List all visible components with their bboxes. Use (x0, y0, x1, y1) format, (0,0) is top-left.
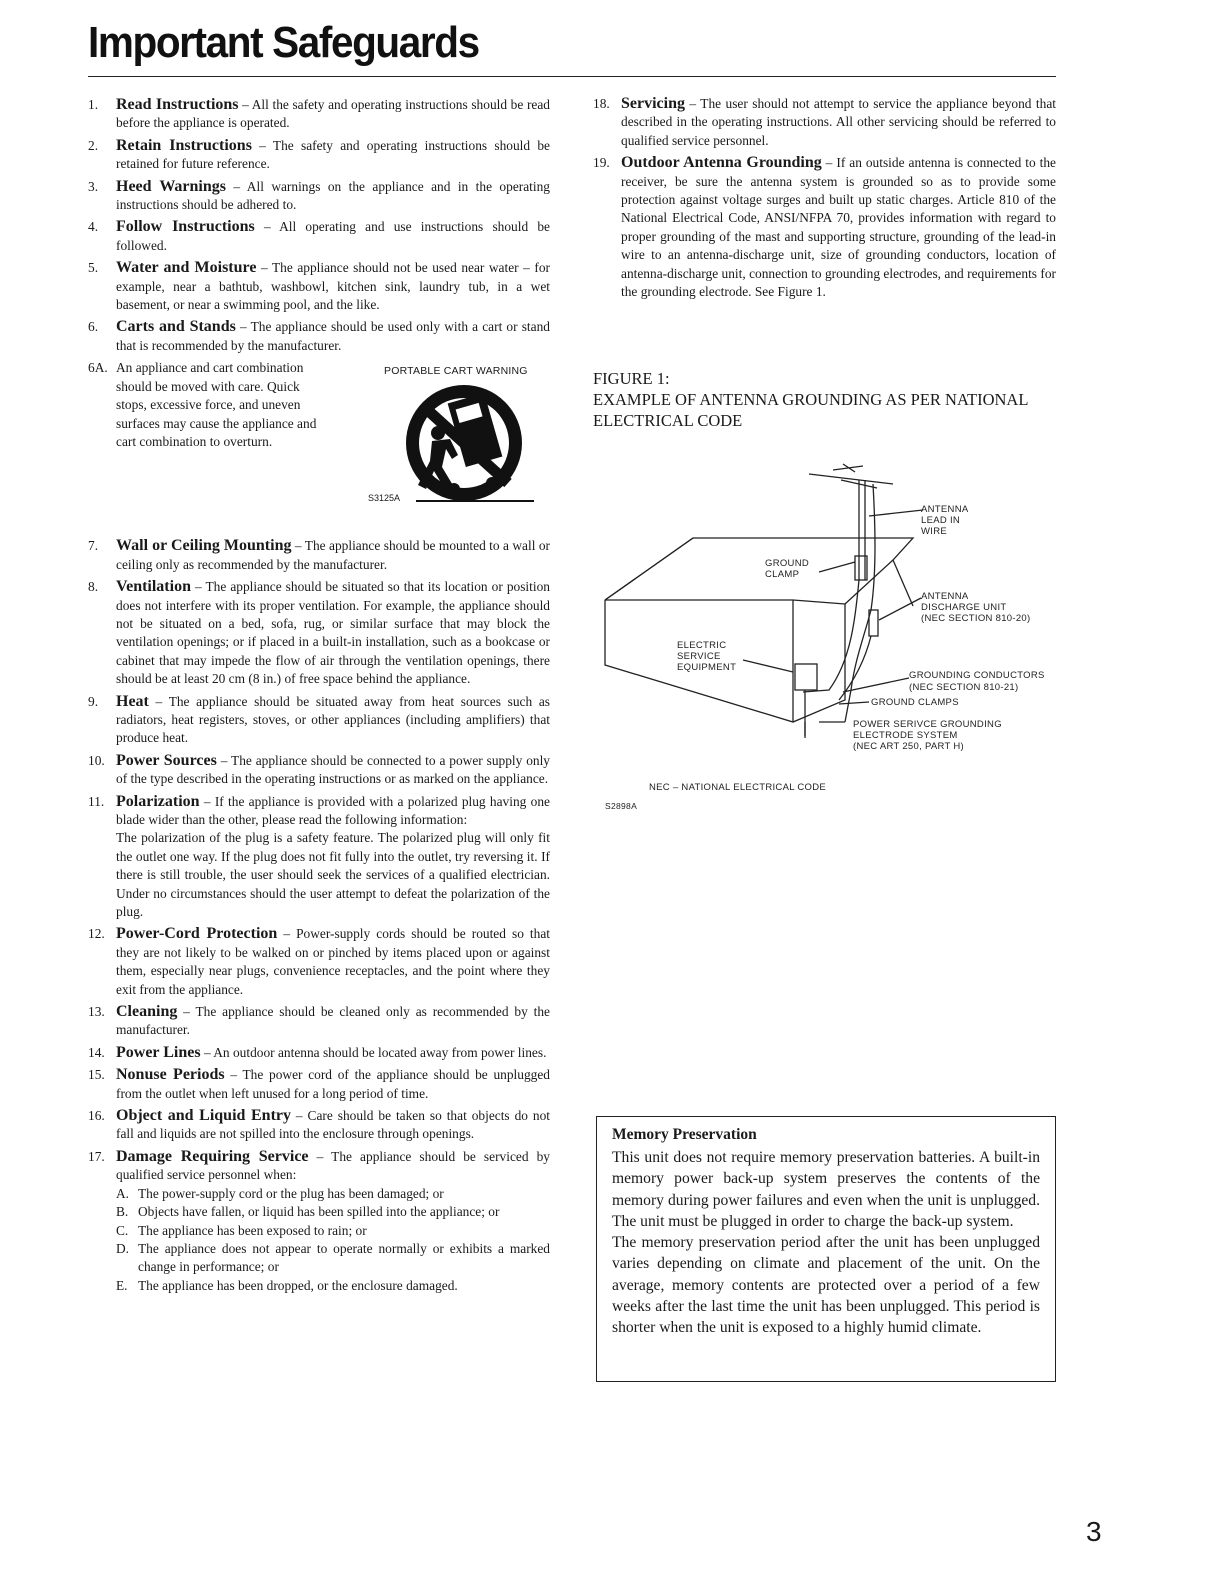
item-separator: – (291, 538, 305, 554)
figure-label: FIGURE 1: (593, 369, 670, 388)
label-antenna-lead-3: WIRE (921, 526, 948, 537)
item-number: 17. (88, 1148, 105, 1164)
figure-caption (593, 368, 1063, 431)
safeguard-item (88, 537, 550, 574)
electric-service-box (795, 664, 817, 690)
label-discharge-1: ANTENNA (921, 591, 969, 602)
label-electrode-2: ELECTRODE SYSTEM (853, 730, 958, 741)
safeguard-item (88, 1107, 550, 1144)
sub-item (116, 1277, 550, 1295)
item-heading: Damage Requiring Service (116, 1147, 309, 1165)
item-heading: Cleaning (116, 1003, 178, 1021)
item-separator: – (224, 1067, 243, 1083)
sub-item-text: Objects have fallen, or liquid has been spilled into the appliance; or (138, 1204, 500, 1220)
safeguard-item (88, 925, 550, 999)
item-body (116, 1107, 550, 1144)
page-title: Important Safeguards (88, 18, 479, 67)
label-electric-1: ELECTRIC (677, 640, 727, 651)
label-antenna-lead-1: ANTENNA (921, 504, 969, 515)
item-heading: Read Instructions (116, 96, 239, 113)
safeguard-item (88, 793, 550, 922)
item-number: 8. (88, 579, 99, 595)
item-separator: – (277, 926, 297, 942)
item-body (116, 1148, 550, 1295)
item-body (116, 793, 550, 922)
item-separator: – (200, 1044, 214, 1060)
sub-item (116, 1185, 550, 1203)
item-number: 19. (593, 155, 610, 171)
item-number: 14. (88, 1044, 105, 1060)
safeguard-item (88, 259, 550, 314)
sub-item-letter: D. (116, 1240, 130, 1256)
item-heading: Wall or Ceiling Mounting (116, 537, 292, 555)
item-number: 16. (88, 1108, 105, 1124)
item-text: The user should not attempt to service the appliance beyond that described in the operating instructions. All other servicing should be referred to qualified service personnel. (621, 96, 1056, 148)
item-body (116, 178, 550, 215)
item-separator: – (226, 178, 247, 194)
item-number: 18. (593, 96, 610, 111)
item-text: An outdoor antenna should be located away from power lines. (213, 1044, 547, 1060)
item-number: 10. (88, 752, 105, 768)
item-text: The appliance should be cleaned only as recommended by the manufacturer. (116, 1004, 550, 1038)
house-wall-outline (605, 600, 845, 722)
item-text: The appliance should be situated away from heat sources such as radiators, heat registers, stoves, or other appliances (including amplifiers) that produce heat. (116, 693, 550, 746)
label-nec: NEC – NATIONAL ELECTRICAL CODE (649, 782, 827, 793)
item-heading: Heed Warnings (116, 177, 227, 195)
item-number: 9. (88, 693, 99, 709)
safeguard-item (88, 218, 550, 255)
figure-code: S2898A (605, 801, 638, 811)
label-discharge-2: DISCHARGE UNIT (921, 602, 1007, 613)
sub-item-letter: E. (116, 1277, 128, 1293)
safeguard-item (88, 1003, 550, 1040)
label-ground-clamp-1: GROUND (765, 558, 810, 569)
item-number: 2. (88, 137, 99, 153)
item-heading: Follow Instructions (116, 218, 255, 236)
sub-item-text: The power-supply cord or the plug has been damaged; or (138, 1185, 444, 1201)
item-body (116, 752, 550, 789)
safeguard-item (593, 95, 1056, 150)
safeguard-list-c (593, 95, 1056, 301)
label-discharge-3: (NEC SECTION 810-20) (921, 613, 1031, 624)
item-separator: – (148, 693, 169, 709)
item-text: Care should be taken so that objects do not fall and liquids are not spilled into the enclosure through openings. (116, 1108, 550, 1142)
item-body (116, 1066, 550, 1103)
item-text: If an outside antenna is connected to the receiver, be sure the antenna system is grounded so as to provide some protection against voltage surges and built up static charges. Article 810 of the National Electrical Code, ANSI/NFPA 70, provides information with regard to proper grounding of the mast and supporting structure, grounding of the lead-in wire to an antenna-discharge unit, size of grounding conductors, location of antenna-discharge unit, connection to grounding electrodes, and requirements for the grounding electrode. See Figure 1. (621, 155, 1056, 300)
item-text: The appliance should be mounted to a wall or ceiling only as recommended by the manufacturer. (116, 538, 550, 572)
antenna-grounding-diagram (593, 460, 1063, 830)
safeguard-item (88, 693, 550, 748)
label-electrode-3: (NEC ART 250, PART H) (853, 741, 965, 752)
safeguard-item (88, 178, 550, 215)
safeguard-item (88, 96, 550, 133)
item-number: 11. (88, 793, 105, 809)
item-text: The safety and operating instructions should be retained for future reference. (116, 137, 550, 172)
item-text: The appliance should be used only with a cart or stand that is recommended by the manufacturer. (116, 319, 550, 353)
memory-paragraph-2: The memory preservation period after the unit has been unplugged varies depending on climate and placement of the unit. On the average, memory contents are protected over a period of a few weeks after the last time the unit has been unplugged. This period is shorter when the unit is exposed to a highly humid climate. (612, 1234, 1040, 1337)
label-conductors-2: (NEC SECTION 810-21) (909, 682, 1019, 693)
item-heading: Water and Moisture (116, 259, 257, 277)
figure-title: EXAMPLE OF ANTENNA GROUNDING AS PER NATIONAL ELECTRICAL CODE (593, 390, 1028, 430)
item-separator: – (291, 1108, 308, 1124)
label-electric-2: SERVICE (677, 651, 721, 662)
item-body (116, 318, 550, 355)
memory-paragraph-1: This unit does not require memory preservation batteries. A built-in memory power back-up system preserves the contents of the memory during power failures and even when the unit is unplugged. The unit must be plugged in order to charge the back-up system. (612, 1149, 1040, 1230)
left-column (88, 96, 550, 1299)
item-heading: Ventilation (116, 578, 191, 596)
item-text: The appliance should be connected to a power supply only of the type described in the operating instructions or as marked on the appliance. (116, 752, 551, 787)
item-body (116, 137, 550, 174)
item-number: 6. (88, 319, 99, 335)
safeguard-list-b (88, 537, 550, 1295)
sub-item-letter: B. (116, 1204, 129, 1220)
item-heading: Power Sources (116, 751, 217, 769)
item-separator: – (235, 319, 251, 335)
item-text: If the appliance is provided with a polarized plug having one blade wider than the other, please read the following information: (116, 793, 550, 827)
item-separator: – (308, 1148, 332, 1164)
memory-preservation-box (596, 1116, 1056, 1382)
item-separator: – (190, 579, 206, 595)
item-separator: – (821, 155, 837, 171)
label-conductors-1: GROUNDING CONDUCTORS (909, 670, 1045, 681)
safeguard-item (88, 752, 550, 789)
item-text: The appliance should not be used near water – for example, near a bathtub, washbowl, kitchen sink, laundry tub, in a wet basement, or near a swimming pool, and the like. (116, 260, 551, 313)
right-column (593, 95, 1056, 305)
safeguard-list-a (88, 96, 550, 355)
item-body (116, 925, 550, 999)
item-number: 1. (88, 97, 99, 112)
item-number: 12. (88, 926, 105, 942)
cart-warning-number: 6A. (88, 360, 108, 376)
sub-item-text: The appliance has been dropped, or the enclosure damaged. (138, 1277, 458, 1293)
item-text: All warnings on the appliance and in the operating instructions should be adhered to. (116, 178, 550, 213)
label-electrode-1: POWER SERIVCE GROUNDING (853, 719, 1002, 730)
item-heading: Carts and Stands (116, 318, 236, 336)
item-heading: Nonuse Periods (116, 1066, 225, 1084)
sub-item (116, 1240, 550, 1277)
label-ground-clamp-2: CLAMP (765, 569, 800, 580)
memory-title: Memory Preservation (612, 1126, 757, 1143)
item-heading: Polarization (116, 792, 200, 810)
safeguard-item (88, 137, 550, 174)
item-body (621, 154, 1056, 301)
portable-cart-warning-icon (396, 379, 536, 511)
item-heading: Power Lines (116, 1043, 201, 1061)
label-electric-3: EQUIPMENT (677, 662, 737, 673)
safeguard-item (593, 154, 1056, 301)
sub-item-letter: A. (116, 1185, 130, 1201)
item-number: 3. (88, 178, 99, 194)
label-antenna-lead-2: LEAD IN (921, 515, 961, 526)
item-body (116, 693, 550, 748)
safeguard-item (88, 1066, 550, 1103)
sub-item-text: The appliance does not appear to operate normally or exhibits a marked change in performance; or (138, 1240, 550, 1275)
item-separator: – (199, 793, 215, 809)
item-separator: – (238, 97, 252, 112)
item-text: Power-supply cords should be routed so that they are not likely to be walked on or pinched by items placed upon or against them, especially near plugs, convenience receptacles, and the point where they exit from the appliance. (116, 926, 551, 997)
item-number: 13. (88, 1004, 105, 1020)
item-heading: Power-Cord Protection (116, 925, 278, 943)
item-separator: – (254, 219, 280, 235)
item-separator: – (256, 260, 272, 276)
item-number: 4. (88, 219, 99, 235)
item-text: The power cord of the appliance should be unplugged from the outlet when left unused for a long period of time. (116, 1067, 550, 1101)
safeguard-item (88, 1148, 550, 1295)
cart-warning-text: An appliance and cart combination should be moved with care. Quick stops, excessive force, and uneven surfaces may cause the appliance and cart combination to overturn. (116, 360, 317, 449)
item-number: 5. (88, 260, 99, 276)
item-number: 15. (88, 1067, 105, 1083)
item-body (116, 578, 550, 688)
item-text: The appliance should be situated so that its location or position does not interfere with its proper ventilation. For example, the appliance should not be situated on a bed, sofa, rug, or similar surface that may block the ventilation openings; or if placed in a built-in installation, such as a bookcase or cabinet that may impede the flow of air through the ventilation openings, there should be at least 20 cm (8 in.) of free space behind the appliance. (116, 579, 550, 687)
title-rule (88, 76, 1056, 77)
item-heading: Retain Instructions (116, 136, 252, 154)
item-heading: Servicing (621, 95, 685, 112)
item-extra-text: The polarization of the plug is a safety feature. The polarized plug will only fit the outlet one way. If the plug does not fit fully into the outlet, try reversing it. If there is still trouble, the user should seek the services of a qualified electrician. Under no circumstances should the user attempt to defeat the polarization of the plug. (116, 830, 550, 919)
item-body (116, 96, 550, 133)
item-body (116, 1044, 550, 1062)
sub-item (116, 1222, 550, 1240)
safeguard-item (88, 1044, 550, 1062)
item-number: 7. (88, 538, 99, 554)
cart-warning-label: PORTABLE CART WARNING (384, 365, 528, 378)
item-separator: – (685, 96, 701, 111)
sub-item-letter: C. (116, 1222, 129, 1238)
item-body (621, 95, 1056, 150)
item-separator: – (216, 752, 232, 768)
label-ground-clamps: GROUND CLAMPS (871, 697, 959, 708)
cart-warning-code: S3125A (368, 493, 401, 504)
item-text: All operating and use instructions should be followed. (116, 219, 550, 253)
item-heading: Object and Liquid Entry (116, 1107, 291, 1125)
item-text: The appliance should be serviced by qualified service personnel when: (116, 1148, 551, 1183)
cart-warning (88, 359, 550, 531)
item-separator: – (177, 1004, 196, 1020)
item-body (116, 218, 550, 255)
sub-item (116, 1203, 550, 1221)
safeguard-item (88, 578, 550, 688)
sub-item-text: The appliance has been exposed to rain; or (138, 1222, 367, 1238)
item-heading: Outdoor Antenna Grounding (621, 154, 822, 172)
page-number: 3 (1086, 1516, 1102, 1547)
item-text: All the safety and operating instructions should be read before the appliance is operated. (116, 97, 550, 131)
safeguard-item (88, 318, 550, 355)
item-body (116, 1003, 550, 1040)
item-body (116, 259, 550, 314)
item-body (116, 537, 550, 574)
item-heading: Heat (116, 692, 149, 710)
item-separator: – (251, 137, 273, 153)
